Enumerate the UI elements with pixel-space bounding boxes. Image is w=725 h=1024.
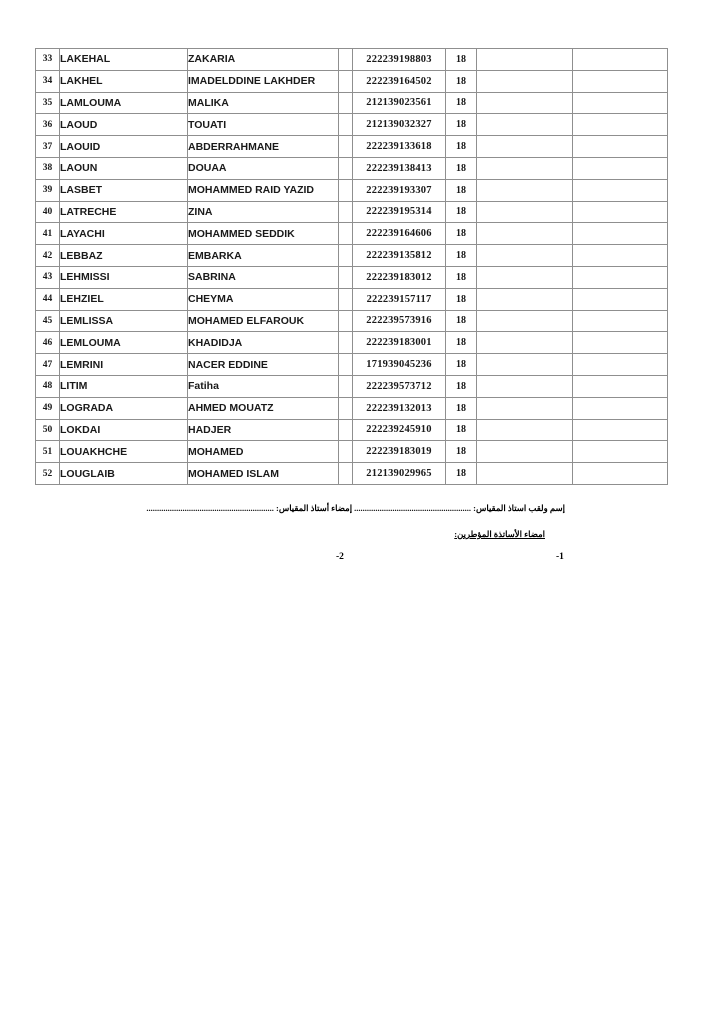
table-row (36, 245, 668, 267)
table-row (36, 397, 668, 419)
row-number-cell: 35 (36, 92, 60, 114)
empty-cell-2 (573, 288, 668, 310)
first-name-cell: ABDERRAHMANE (188, 136, 339, 158)
last-name-cell: LOUAKHCHE (60, 441, 188, 463)
first-name-cell: DOUAA (188, 157, 339, 179)
first-name-cell: IMADELDDINE LAKHDER (188, 70, 339, 92)
empty-cell-1 (477, 397, 573, 419)
grade-cell: 18 (446, 49, 477, 71)
first-name-cell: NACER EDDINE (188, 354, 339, 376)
last-name-cell: LEHZIEL (60, 288, 188, 310)
registration-number-cell: 222239245910 (353, 419, 446, 441)
spacer-cell (339, 114, 353, 136)
grade-cell: 18 (446, 136, 477, 158)
empty-cell-2 (573, 463, 668, 485)
grade-cell: 18 (446, 114, 477, 136)
table-row (36, 419, 668, 441)
empty-cell-2 (573, 114, 668, 136)
registration-number-cell: 212139023561 (353, 92, 446, 114)
table-row (36, 70, 668, 92)
empty-cell-2 (573, 136, 668, 158)
empty-cell-1 (477, 157, 573, 179)
first-name-cell: AHMED MOUATZ (188, 397, 339, 419)
table-row (36, 223, 668, 245)
first-name-cell: SABRINA (188, 266, 339, 288)
first-name-cell: EMBARKA (188, 245, 339, 267)
table-row (36, 332, 668, 354)
empty-cell-1 (477, 419, 573, 441)
first-name-cell: MOHAMED (188, 441, 339, 463)
row-number-cell: 36 (36, 114, 60, 136)
row-number-cell: 41 (36, 223, 60, 245)
first-name-cell: ZINA (188, 201, 339, 223)
grade-cell: 18 (446, 332, 477, 354)
grade-cell: 18 (446, 70, 477, 92)
grade-cell: 18 (446, 310, 477, 332)
first-name-cell: MOHAMMED SEDDIK (188, 223, 339, 245)
last-name-cell: LATRECHE (60, 201, 188, 223)
table-row (36, 354, 668, 376)
registration-number-cell: 171939045236 (353, 354, 446, 376)
list-marker-2: -2 (336, 552, 344, 562)
registration-number-cell: 222239157117 (353, 288, 446, 310)
empty-cell-1 (477, 49, 573, 71)
last-name-cell: LITIM (60, 375, 188, 397)
table-row (36, 201, 668, 223)
empty-cell-2 (573, 397, 668, 419)
registration-number-cell: 222239573712 (353, 375, 446, 397)
spacer-cell (339, 397, 353, 419)
empty-cell-2 (573, 245, 668, 267)
grade-cell: 18 (446, 92, 477, 114)
registration-number-cell: 222239193307 (353, 179, 446, 201)
row-number-cell: 42 (36, 245, 60, 267)
first-name-cell: CHEYMA (188, 288, 339, 310)
grade-cell: 18 (446, 223, 477, 245)
row-number-cell: 33 (36, 49, 60, 71)
first-name-cell: MOHAMMED RAID YAZID (188, 179, 339, 201)
empty-cell-1 (477, 463, 573, 485)
registration-number-cell: 222239164502 (353, 70, 446, 92)
last-name-cell: LAOUID (60, 136, 188, 158)
row-number-cell: 49 (36, 397, 60, 419)
empty-cell-2 (573, 223, 668, 245)
last-name-cell: LAKEHAL (60, 49, 188, 71)
last-name-cell: LASBET (60, 179, 188, 201)
spacer-cell (339, 92, 353, 114)
grade-cell: 18 (446, 397, 477, 419)
spacer-cell (339, 441, 353, 463)
registration-number-cell: 212139029965 (353, 463, 446, 485)
empty-cell-1 (477, 201, 573, 223)
first-name-cell: MOHAMED ELFAROUK (188, 310, 339, 332)
empty-cell-1 (477, 114, 573, 136)
empty-cell-2 (573, 92, 668, 114)
table-row (36, 288, 668, 310)
row-number-cell: 47 (36, 354, 60, 376)
empty-cell-1 (477, 70, 573, 92)
empty-cell-1 (477, 332, 573, 354)
spacer-cell (339, 354, 353, 376)
first-name-cell: MOHAMED ISLAM (188, 463, 339, 485)
row-number-cell: 39 (36, 179, 60, 201)
table-row (36, 266, 668, 288)
grade-cell: 18 (446, 245, 477, 267)
row-number-cell: 38 (36, 157, 60, 179)
empty-cell-1 (477, 92, 573, 114)
table-row (36, 441, 668, 463)
empty-cell-1 (477, 223, 573, 245)
row-number-cell: 34 (36, 70, 60, 92)
empty-cell-1 (477, 441, 573, 463)
registration-number-cell: 222239132013 (353, 397, 446, 419)
empty-cell-2 (573, 332, 668, 354)
last-name-cell: LEHMISSI (60, 266, 188, 288)
empty-cell-2 (573, 70, 668, 92)
registration-number-cell: 222239133618 (353, 136, 446, 158)
registration-number-cell: 222239195314 (353, 201, 446, 223)
spacer-cell (339, 419, 353, 441)
empty-cell-1 (477, 245, 573, 267)
grade-cell: 18 (446, 419, 477, 441)
row-number-cell: 51 (36, 441, 60, 463)
spacer-cell (339, 288, 353, 310)
table-row (36, 92, 668, 114)
row-number-cell: 43 (36, 266, 60, 288)
table-row (36, 136, 668, 158)
spacer-cell (339, 332, 353, 354)
grade-cell: 18 (446, 441, 477, 463)
spacer-cell (339, 245, 353, 267)
last-name-cell: LAKHEL (60, 70, 188, 92)
empty-cell-2 (573, 49, 668, 71)
empty-cell-2 (573, 310, 668, 332)
empty-cell-2 (573, 441, 668, 463)
table-row (36, 310, 668, 332)
spacer-cell (339, 310, 353, 332)
row-number-cell: 37 (36, 136, 60, 158)
last-name-cell: LAOUD (60, 114, 188, 136)
grade-cell: 18 (446, 463, 477, 485)
last-name-cell: LEBBAZ (60, 245, 188, 267)
table-row (36, 114, 668, 136)
supervisors-signature-heading: امضاء الأساتذة المؤطرين: (454, 529, 545, 539)
first-name-cell: KHADIDJA (188, 332, 339, 354)
spacer-cell (339, 49, 353, 71)
empty-cell-1 (477, 179, 573, 201)
grade-cell: 18 (446, 375, 477, 397)
last-name-cell: LEMLOUMA (60, 332, 188, 354)
empty-cell-1 (477, 354, 573, 376)
last-name-cell: LEMLISSA (60, 310, 188, 332)
registration-number-cell: 222239573916 (353, 310, 446, 332)
grade-cell: 18 (446, 354, 477, 376)
registration-number-cell: 222239183019 (353, 441, 446, 463)
grade-cell: 18 (446, 157, 477, 179)
row-number-cell: 48 (36, 375, 60, 397)
empty-cell-2 (573, 419, 668, 441)
spacer-cell (339, 157, 353, 179)
row-number-cell: 46 (36, 332, 60, 354)
spacer-cell (339, 266, 353, 288)
table-row (36, 179, 668, 201)
registration-number-cell: 222239198803 (353, 49, 446, 71)
last-name-cell: LOKDAI (60, 419, 188, 441)
spacer-cell (339, 463, 353, 485)
row-number-cell: 52 (36, 463, 60, 485)
grade-cell: 18 (446, 266, 477, 288)
grade-cell: 18 (446, 179, 477, 201)
spacer-cell (339, 375, 353, 397)
table-row (36, 157, 668, 179)
empty-cell-2 (573, 201, 668, 223)
last-name-cell: LAMLOUMA (60, 92, 188, 114)
last-name-cell: LOUGLAIB (60, 463, 188, 485)
registration-number-cell: 222239138413 (353, 157, 446, 179)
empty-cell-1 (477, 288, 573, 310)
registration-number-cell: 222239183012 (353, 266, 446, 288)
first-name-cell: HADJER (188, 419, 339, 441)
last-name-cell: LAYACHI (60, 223, 188, 245)
spacer-cell (339, 201, 353, 223)
first-name-cell: TOUATI (188, 114, 339, 136)
empty-cell-2 (573, 266, 668, 288)
registration-number-cell: 212139032327 (353, 114, 446, 136)
professor-signature-line: إسم ولقب استاذ المقياس: ....................................................... إمضاء أستاذ المقياس: ............................................................ (146, 503, 565, 513)
student-list-table (35, 48, 668, 485)
grade-cell: 18 (446, 201, 477, 223)
spacer-cell (339, 136, 353, 158)
empty-cell-1 (477, 310, 573, 332)
row-number-cell: 40 (36, 201, 60, 223)
last-name-cell: LOGRADA (60, 397, 188, 419)
grade-cell: 18 (446, 288, 477, 310)
table-row (36, 375, 668, 397)
list-marker-1: -1 (556, 552, 564, 562)
registration-number-cell: 222239135812 (353, 245, 446, 267)
empty-cell-2 (573, 354, 668, 376)
empty-cell-2 (573, 375, 668, 397)
empty-cell-2 (573, 179, 668, 201)
row-number-cell: 45 (36, 310, 60, 332)
last-name-cell: LEMRINI (60, 354, 188, 376)
last-name-cell: LAOUN (60, 157, 188, 179)
row-number-cell: 50 (36, 419, 60, 441)
spacer-cell (339, 223, 353, 245)
first-name-cell: ZAKARIA (188, 49, 339, 71)
empty-cell-1 (477, 136, 573, 158)
registration-number-cell: 222239183001 (353, 332, 446, 354)
registration-number-cell: 222239164606 (353, 223, 446, 245)
row-number-cell: 44 (36, 288, 60, 310)
empty-cell-2 (573, 157, 668, 179)
spacer-cell (339, 70, 353, 92)
empty-cell-1 (477, 266, 573, 288)
table-row (36, 463, 668, 485)
first-name-cell: MALIKA (188, 92, 339, 114)
first-name-cell: Fatiha (188, 375, 339, 397)
spacer-cell (339, 179, 353, 201)
table-row (36, 49, 668, 71)
empty-cell-1 (477, 375, 573, 397)
student-table-body (36, 49, 668, 485)
